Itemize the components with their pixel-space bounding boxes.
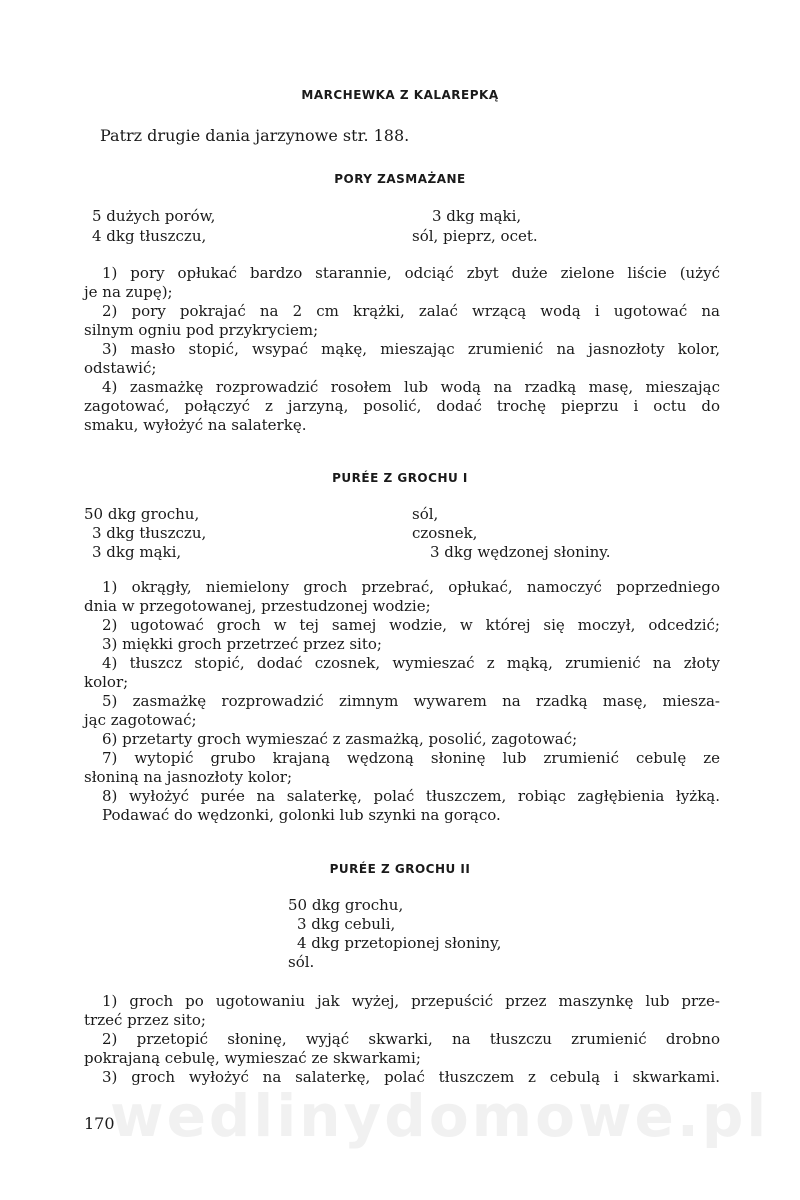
- recipe-title-puree-2: PURÉE Z GROCHU II: [329, 862, 471, 876]
- instruction-line: 6) przetarty groch wymieszać z zasmażką, posolić, zagotować;: [102, 730, 578, 748]
- ingredient: 4 dkg przetopionej słoniny,: [297, 934, 502, 952]
- ingredient: 50 dkg grochu,: [288, 896, 404, 914]
- instruction-line: 8) wyłożyć purée na salaterkę, polać tłuszczem, robiąc zagłębienia łyżką.: [102, 787, 720, 805]
- instruction-line: 1) pory opłukać bardzo starannie, odciąć zbyt duże zielone liście (użyć: [102, 264, 720, 282]
- ingredient: 3 dkg wędzonej słoniny.: [430, 543, 611, 561]
- watermark: wedlinydomowe.pl: [110, 1082, 770, 1150]
- ingredient: sól.: [288, 953, 315, 971]
- ingredient: sól, pieprz, ocet.: [412, 227, 538, 245]
- instruction-line: 2) przetopić słoninę, wyjąć skwarki, na tłuszczu zrumienić drobno: [102, 1030, 720, 1048]
- instruction-line: trzeć przez sito;: [84, 1011, 206, 1029]
- instruction-line: 7) wytopić grubo krajaną wędzoną słoninę lub zrumienić cebulę ze: [102, 749, 720, 767]
- instruction-line: je na zupę);: [84, 283, 173, 301]
- recipe-title-puree-1: PURÉE Z GROCHU I: [332, 471, 468, 485]
- ingredient: czosnek,: [412, 524, 478, 542]
- ingredient: 3 dkg tłuszczu,: [92, 524, 207, 542]
- recipe-title-pory: PORY ZASMAŻANE: [334, 172, 466, 186]
- instruction-line: słoniną na jasnozłoty kolor;: [84, 768, 293, 786]
- instruction-line: 3) groch wyłożyć na salaterkę, polać tłuszczem z cebulą i skwarkami.: [102, 1068, 720, 1086]
- instruction-line: Podawać do wędzonki, golonki lub szynki na gorąco.: [102, 806, 501, 824]
- instruction-line: 2) pory pokrajać na 2 cm krążki, zalać wrzącą wodą i ugotować na: [102, 302, 720, 320]
- instruction-line: dnia w przegotowanej, przestudzonej wodzie;: [84, 597, 431, 615]
- ingredient: 3 dkg mąki,: [92, 543, 182, 561]
- recipe-text: Patrz drugie dania jarzynowe str. 188.: [100, 126, 410, 145]
- instruction-line: 4) zasmażkę rozprowadzić rosołem lub wodą na rzadką masę, mieszając: [102, 378, 720, 396]
- instruction-line: 3) miękki groch przetrzeć przez sito;: [102, 635, 382, 653]
- instruction-line: 4) tłuszcz stopić, dodać czosnek, wymieszać z mąką, zrumienić na złoty: [102, 654, 720, 672]
- instruction-line: 2) ugotować groch w tej samej wodzie, w której się moczył, odcedzić;: [102, 616, 720, 634]
- instruction-line: 3) masło stopić, wsypać mąkę, mieszając zrumienić na jasnozłoty kolor,: [102, 340, 720, 358]
- instruction-line: kolor;: [84, 673, 129, 691]
- instruction-line: 1) groch po ugotowaniu jak wyżej, przepuścić przez maszynkę lub prze-: [102, 992, 720, 1010]
- ingredient: 3 dkg mąki,: [432, 207, 522, 225]
- ingredient: 50 dkg grochu,: [84, 505, 200, 523]
- instruction-line: odstawić;: [84, 359, 157, 377]
- ingredient: 5 dużych porów,: [92, 207, 216, 225]
- instruction-line: silnym ogniu pod przykryciem;: [84, 321, 319, 339]
- page-number: 170: [84, 1114, 115, 1133]
- ingredient: 4 dkg tłuszczu,: [92, 227, 207, 245]
- instruction-line: zagotować, połączyć z jarzyną, posolić, dodać trochę pieprzu i octu do: [84, 397, 720, 415]
- ingredient: sól,: [412, 505, 439, 523]
- instruction-line: 5) zasmażkę rozprowadzić zimnym wywarem na rzadką masę, miesza-: [102, 692, 720, 710]
- recipe-title-marchewka: MARCHEWKA Z KALAREPKĄ: [301, 88, 499, 102]
- instruction-line: smaku, wyłożyć na salaterkę.: [84, 416, 307, 434]
- instruction-line: jąc zagotować;: [84, 711, 197, 729]
- instruction-line: pokrajaną cebulę, wymieszać ze skwarkami;: [84, 1049, 421, 1067]
- ingredient: 3 dkg cebuli,: [297, 915, 396, 933]
- instruction-line: 1) okrągły, niemielony groch przebrać, opłukać, namoczyć poprzedniego: [102, 578, 720, 596]
